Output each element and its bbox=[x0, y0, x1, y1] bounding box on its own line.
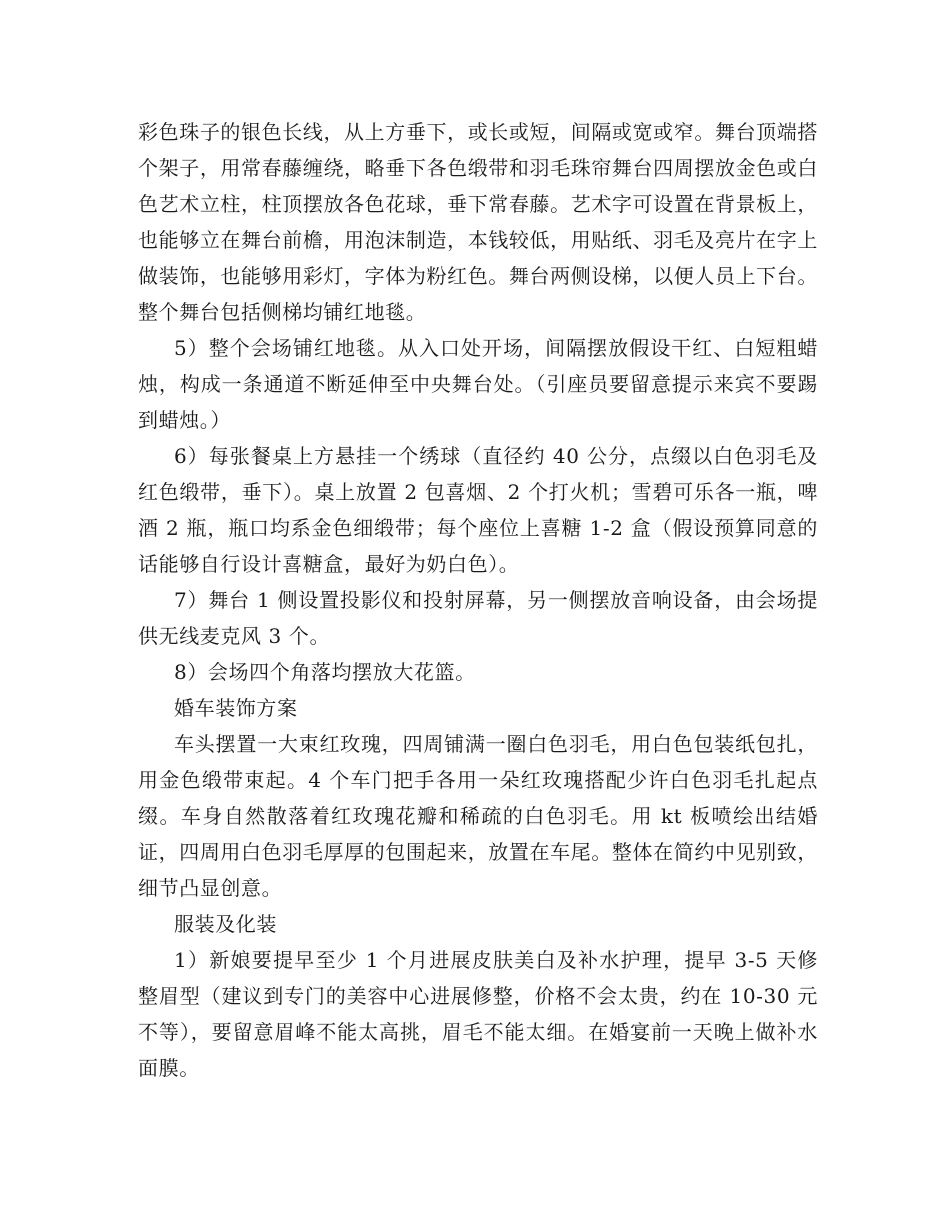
section-heading-wedding-car: 婚车装饰方案 bbox=[174, 696, 298, 720]
paragraph-item-8: 8）会场四个角落均摆放大花篮。 bbox=[174, 660, 476, 684]
paragraph-wedding-car: 车头摆置一大束红玫瑰，四周铺满一圈白色羽毛，用白色包装纸包扎，用金色缎带束起。4 个车门把手各用一朵红玫瑰搭配少许白色羽毛扎起点缀。车身自然散落着红玫瑰花瓣和稀疏的白色羽毛。用 kt 板喷绘出结婚证，四周用白色羽毛厚厚的包围起来，放置在车尾。整体在简约中见别致，细节凸显创意。 bbox=[138, 732, 818, 900]
document-body bbox=[138, 114, 818, 1086]
paragraph-item-6: 6）每张餐桌上方悬挂一个绣球（直径约 40 公分，点缀以白色羽毛及红色缎带，垂下）。桌上放置 2 包喜烟、2 个打火机；雪碧可乐各一瓶，啤酒 2 瓶，瓶口均系金色细缎带；每个座位上喜糖 1-2 盒（假设预算同意的话能够自行设计喜糖盒，最好为奶白色）。 bbox=[138, 444, 818, 576]
section-heading-dress-makeup: 服装及化装 bbox=[174, 912, 277, 936]
paragraph-stage-decoration: 彩色珠子的银色长线，从上方垂下，或长或短，间隔或宽或窄。舞台顶端搭个架子，用常春藤缠绕，略垂下各色缎带和羽毛珠帘舞台四周摆放金色或白色艺术立柱，柱顶摆放各色花球，垂下常春藤。艺术字可设置在背景板上，也能够立在舞台前檐，用泡沫制造，本钱较低，用贴纸、羽毛及亮片在字上做装饰，也能够用彩灯，字体为粉红色。舞台两侧设梯，以便人员上下台。整个舞台包括侧梯均铺红地毯。 bbox=[138, 120, 818, 324]
paragraph-dress-1: 1）新娘要提早至少 1 个月进展皮肤美白及补水护理，提早 3-5 天修整眉型（建议到专门的美容中心进展修整，价格不会太贵，约在 10-30 元不等），要留意眉峰不能太高挑，眉毛不能太细。在婚宴前一天晚上做补水面膜。 bbox=[138, 948, 818, 1080]
paragraph-item-5: 5）整个会场铺红地毯。从入口处开场，间隔摆放假设干红、白短粗蜡烛，构成一条通道不断延伸至中央舞台处。（引座员要留意提示来宾不要踢到蜡烛。） bbox=[138, 336, 818, 432]
paragraph-item-7: 7）舞台 1 侧设置投影仪和投射屏幕，另一侧摆放音响设备，由会场提供无线麦克风 3 个。 bbox=[138, 588, 818, 648]
